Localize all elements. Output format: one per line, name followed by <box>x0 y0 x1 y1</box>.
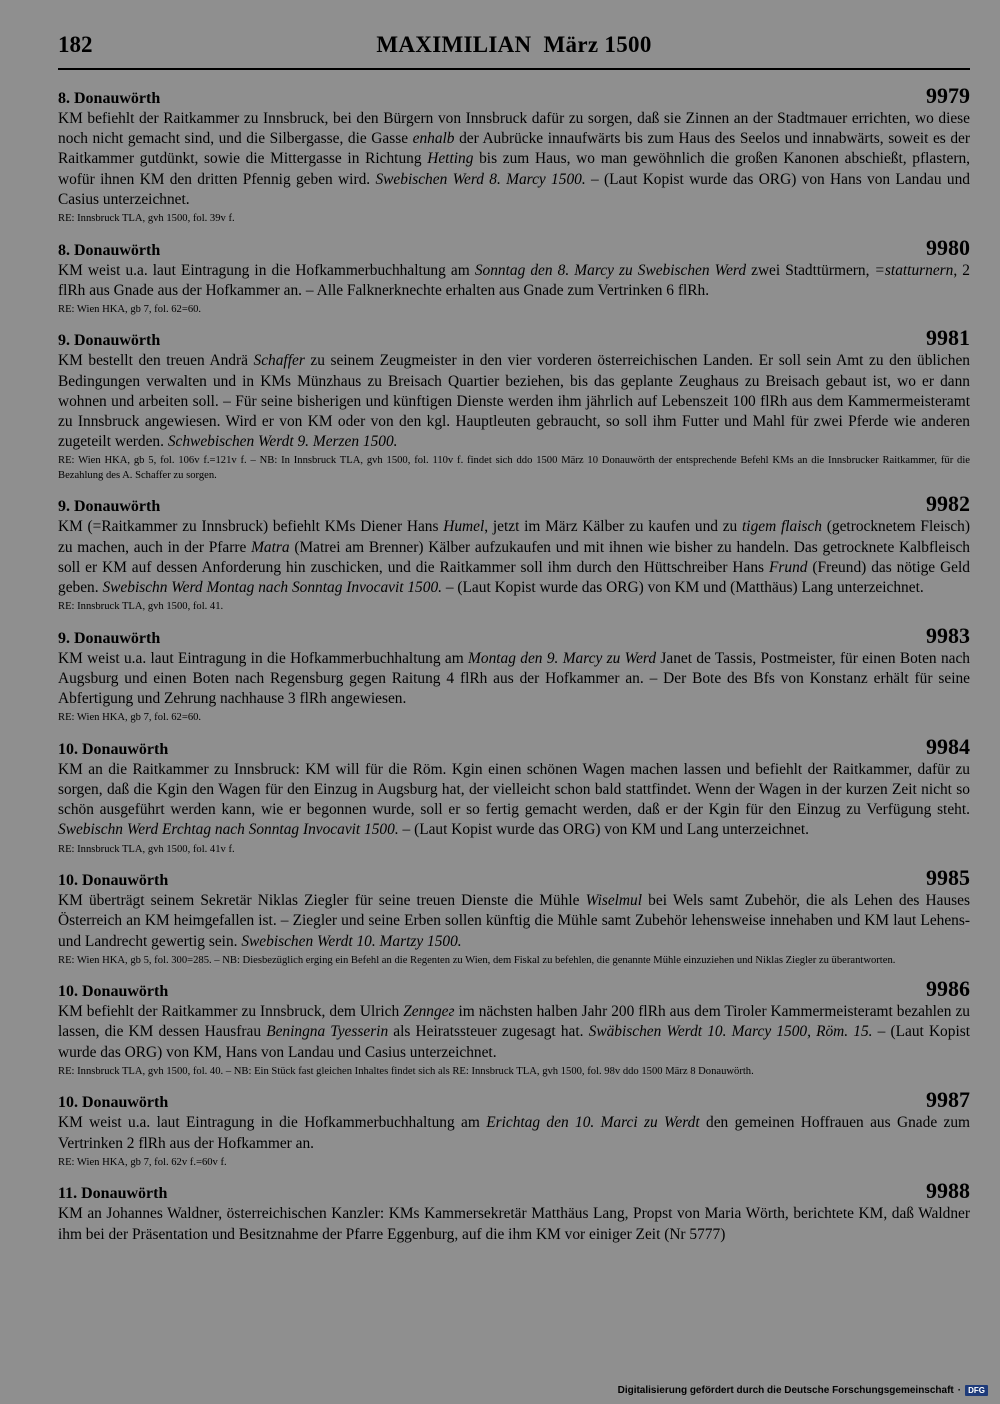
entry-text-segment: – (Laut Kopist wurde das ORG) von KM, Hans von Landau und Casius unterzeichnet. <box>58 1023 970 1061</box>
entry-text-italic: Schaffer <box>253 352 305 370</box>
entry-text-italic: Swebischen Werd 8. Marcy 1500. <box>375 170 586 188</box>
entry-number: 9979 <box>926 83 970 108</box>
entry-text-italic: Schwebischen Werdt 9. Merzen 1500. <box>167 433 398 451</box>
entry-heading <box>58 491 970 517</box>
entry-text-italic: Beningna Tyesserin <box>266 1023 389 1041</box>
entry-text-italic: enhalb <box>412 130 455 148</box>
entry-date-place: 9. Donauwörth <box>58 332 161 350</box>
dfg-logo: DFG <box>965 1385 988 1396</box>
funding-footer: Digitalisierung gefördert durch die Deutsche Forschungsgemeinschaft · DFG <box>618 1385 988 1396</box>
entry-list <box>58 83 971 1256</box>
entry-text-segment: (Freund) das nötige Geld geben. <box>58 558 970 597</box>
entry-heading <box>58 733 970 760</box>
entry-heading <box>58 1087 970 1113</box>
entry-text-segment: den gemeinen Hoffrauen aus Gnade zum Vertrinken 2 flRh aus der Hofkammer an. <box>58 1114 970 1152</box>
entry-number: 9988 <box>926 1178 970 1204</box>
entry-text <box>58 1113 970 1153</box>
entry-text-segment: , 2 flRh aus Gnade aus der Hofkammer an. – Alle Falknerknechte erhalten aus Gnade zum Vertrinken 6 flRh. <box>58 261 970 299</box>
entry-text-segment: KM weist u.a. laut Eintragung in die Hofkammerbuchhaltung am <box>58 1114 487 1132</box>
entry-number: 9980 <box>926 234 970 260</box>
entry-text <box>58 1002 970 1063</box>
entry-text <box>58 649 970 710</box>
entry-text <box>58 517 970 598</box>
running-title <box>58 32 970 58</box>
entry-heading <box>58 83 970 109</box>
entry-text-segment: KM befiehlt der Raitkammer zu Innsbruck, bei den Bürgern von Innsbruck dafür zu sorgen, daß sie Zinnen an der Stadtmauer errichten, wo diese noch nicht gemacht sind, und die Silbergasse, die Gasse <box>58 110 970 148</box>
entry-source-note: RE: Wien HKA, gb 7, fol. 62v f.=60v f. <box>58 1156 227 1168</box>
entry-text-italic: Swebischen Werdt 10. Martzy 1500. <box>241 932 462 950</box>
entry-text-segment: der Aubrücke innaufwärts bis zum Haus des Seelos und innabwärts, soweit es der Raitkammer gutdünkt, sowie die Mittergasse in Richtung <box>58 130 970 168</box>
entry-text-segment: KM überträgt seinem Sekretär Niklas Ziegler für seine treuen Dienste die Mühle <box>58 892 586 910</box>
regest-entry <box>58 83 970 227</box>
entry-text-segment: KM an die Raitkammer zu Innsbruck: KM will für die Röm. Kgin einen schönen Wagen machen lassen und befiehlt der Raitkammer, dafür zu sorgen, daß die Kgin den Wagen für den Einzug in Augsburg hat, der vielleicht schon bald stattfindet. Wenn der Wagen in der kurzen Zeit nicht so schön ausgeführt werden kann, wie er begonnen wurde, soll er so fertig gemacht werden, daß er der Kgin für den Einzug zu Verfügung steht. <box>58 760 970 819</box>
entry-text-segment: – (Laut Kopist wurde das ORG) von KM und (Matthäus) Lang unterzeichnet. <box>442 579 924 597</box>
regest-entry <box>58 976 970 1079</box>
entry-text-segment: zwei Stadttürmern, <box>746 261 875 279</box>
entry-date-place: 11. Donauwörth <box>58 1185 168 1203</box>
entry-text <box>58 760 970 841</box>
entry-text-italic: Hetting <box>427 150 474 168</box>
entry-source-note: RE: Innsbruck TLA, gvh 1500, fol. 41. <box>58 601 224 613</box>
entry-heading <box>58 234 970 261</box>
entry-date-place: 10. Donauwörth <box>58 740 169 758</box>
entry-text <box>58 891 970 952</box>
regest-entry <box>58 622 971 726</box>
entry-heading <box>58 622 970 649</box>
entry-number: 9983 <box>926 622 970 648</box>
entry-text-italic: Swebischn Werd Montag nach Sonntag Invocavit 1500. <box>102 579 442 597</box>
entry-date-place: 10. Donauwörth <box>58 983 169 1001</box>
entry-text-segment: KM weist u.a. laut Eintragung in die Hofkammerbuchhaltung am <box>58 261 475 279</box>
entry-text-segment: als Heiratssteuer zugesagt hat. <box>388 1023 589 1041</box>
entry-number: 9984 <box>926 733 970 759</box>
entry-date-place: 9. Donauwörth <box>58 629 161 647</box>
entry-text-italic: Swebischn Werd Erchtag nach Sonntag Invocavit 1500. <box>58 821 399 839</box>
entry-text-segment: bei Wels samt Zubehör, die als Lehen des Hauses Österreich an KM heimgefallen ist. – Ziegler und seine Erben sollen künftig die Mühle samt Zubehör lehensweise innehaben und KM laut Lehens- und Landrecht gewertig sein. <box>58 892 970 950</box>
running-header <box>58 30 970 70</box>
entry-text-italic: Humel <box>443 518 485 536</box>
regest-entry <box>58 865 970 968</box>
entry-text <box>58 261 970 301</box>
regest-entry <box>58 325 970 483</box>
regest-entry <box>58 733 970 857</box>
entry-text-segment: KM weist u.a. laut Eintragung in die Hofkammerbuchhaltung am <box>58 649 469 667</box>
page-number: 182 <box>58 32 93 57</box>
regest-entry <box>58 1087 970 1170</box>
entry-source-note: RE: Innsbruck TLA, gvh 1500, fol. 41v f. <box>58 843 235 855</box>
entry-text-segment: (getrocknetem Fleisch) zu machen, auch in der Pfarre <box>58 518 970 556</box>
entry-source-note: RE: Wien HKA, gb 7, fol. 62=60. <box>58 303 202 315</box>
entry-text-segment: , jetzt im März Kälber zu kaufen und zu <box>484 518 743 536</box>
entry-text <box>58 1204 970 1244</box>
entry-number: 9981 <box>926 325 970 351</box>
entry-heading <box>58 325 970 351</box>
running-title-date: März 1500 <box>543 32 652 57</box>
entry-number: 9986 <box>926 976 970 1002</box>
entry-text-segment: im nächsten halben Jahr 200 flRh aus dem Tiroler Kammermeisteramt bezahlen zu lassen, die KM dessen Hausfrau <box>58 1003 970 1041</box>
entry-source-note: RE: Wien HKA, gb 5, fol. 300=285. – NB: Diesbezüglich erging ein Befehl an die Regenten zu Wien, dem Fiskal zu befehlen, die genannte Mühle einzuziehen und Niklas Ziegler zu überantworten. <box>58 954 896 966</box>
entry-text-segment: KM an Johannes Waldner, österreichischen Kanzler: KMs Kammersekretär Matthäus Lang, Propst von Maria Wörth, berichtete KM, daß Waldner ihm bei der Präsentation und Besitznahme der Pfarre Eggenburg, auf die ihm KM vor einiger Zeit (Nr 5777) <box>58 1205 970 1243</box>
running-title-name: MAXIMILIAN <box>376 32 532 57</box>
entry-text-italic: Zenngег <box>403 1003 455 1021</box>
entry-text <box>58 109 970 210</box>
entry-text-italic: Sonntag den 8. Marcy zu Swebischen Werd <box>474 261 747 279</box>
entry-heading <box>58 1178 970 1204</box>
entry-text-segment: zu seinem Zeugmeister in den vier vorderen österreichischen Landen. Er soll sein Amt zu den üblichen Bedingungen verwalten und in KMs Münzhaus zu Breisach Quartier beziehen, bis das geplante Zeughaus zu Breisach gebaut ist, wo er dann wohnen und arbeiten soll. – Für seine bisherigen und künftigen Dienste werden ihm jährlich auf Lebenszeit 100 flRh aus dem Kammermeisteramt zu Innsbruck angewiesen. Wird er von KM oder von den kgl. Hauptleuten gebraucht, so soll ihm Futter und Mahl für zwei Pferde wie anderen zugeteilt werden. <box>58 352 970 451</box>
entry-date-place: 10. Donauwörth <box>58 872 169 890</box>
entry-text-segment: bis zum Haus, wo man gewöhnlich die großen Kanonen abschießt, pflastern, wofür ihnen KM den dritten Pfennig geben wird. <box>58 150 970 188</box>
entry-source-note: RE: Innsbruck TLA, gvh 1500, fol. 40. – NB: Ein Stück fast gleichen Inhaltes findet sich als RE: Innsbruck TLA, gvh 1500, fol. 98v ddo 1500 März 8 Donauwörth. <box>58 1065 754 1077</box>
entry-text-segment: – (Laut Kopist wurde das ORG) von Hans von Landau und Casius unterzeichnet. <box>58 170 970 208</box>
entry-number: 9987 <box>926 1087 970 1113</box>
entry-text-segment: KM bestellt den treuen Andrä <box>58 352 254 370</box>
regest-entry <box>58 1178 970 1244</box>
entry-date-place: 8. Donauwörth <box>58 241 161 259</box>
entry-text-segment: – (Laut Kopist wurde das ORG) von KM und Lang unterzeichnet. <box>398 821 810 839</box>
entry-date-place: 10. Donauwörth <box>58 1094 169 1112</box>
entry-date-place: 9. Donauwörth <box>58 498 161 516</box>
entry-date-place: 8. Donauwörth <box>58 90 161 107</box>
entry-number: 9982 <box>926 491 970 517</box>
entry-text-italic: =statturnern <box>874 261 954 279</box>
entry-text-segment: (Matrei am Brenner) Kälber aufzukaufen und mit ihnen wie bisher zu handeln. Das getrocknete Kalbfleisch soll er KM auf dessen Anforderung hin zuschicken, und die Raitkammer soll ihm durch den Hüttschreiber Hans <box>58 538 970 576</box>
entry-text <box>58 351 970 452</box>
entry-source-note: RE: Wien HKA, gb 7, fol. 62=60. <box>58 712 202 724</box>
entry-source-note: RE: Innsbruck TLA, gvh 1500, fol. 39v f. <box>58 213 235 225</box>
entry-text-italic: Matra <box>251 538 290 556</box>
entry-source-note: RE: Wien HKA, gb 5, fol. 106v f.=121v f. – NB: In Innsbruck TLA, gvh 1500, fol. 110v f. findet sich ddo 1500 März 10 Donauwörth der entsprechende Befehl KMs an die Innsbrucker Raitkammer, für die Bezahlung des A. Schaffer zu sorgen. <box>58 455 970 481</box>
entry-text-italic: Swäbischen Werdt 10. Marcy 1500, Röm. 15. <box>588 1023 873 1041</box>
entry-text-italic: tigem flaisch <box>742 518 823 536</box>
entry-text-segment: Janet de Tassis, Postmeister, für einen Boten nach Augsburg und einen Boten nach Regensburg gegen Raitung 4 flRh aus der Hofkammer an. – Der Bote des Bfs von Konstanz erhält für seine Abfertigung und Zehrung nachhause 3 flRh angewiesen. <box>58 649 971 708</box>
regest-entry <box>58 491 970 614</box>
entry-heading <box>58 865 970 891</box>
entry-text-italic: Erichtag den 10. Marci zu Werdt <box>486 1114 700 1132</box>
entry-text-italic: Wiselmul <box>585 892 643 910</box>
funding-text: Digitalisierung gefördert durch die Deutsche Forschungsgemeinschaft <box>617 1385 954 1396</box>
entry-heading <box>58 976 970 1002</box>
entry-text-italic: Frund <box>768 558 808 576</box>
entry-text-italic: Montag den 9. Marcy zu Werd <box>468 649 657 667</box>
regest-entry <box>58 234 970 318</box>
entry-text-segment: KM befiehlt der Raitkammer zu Innsbruck, dem Ulrich <box>58 1003 404 1021</box>
entry-number: 9985 <box>926 865 970 891</box>
entry-text-segment: KM (=Raitkammer zu Innsbruck) befiehlt KMs Diener Hans <box>58 518 444 536</box>
